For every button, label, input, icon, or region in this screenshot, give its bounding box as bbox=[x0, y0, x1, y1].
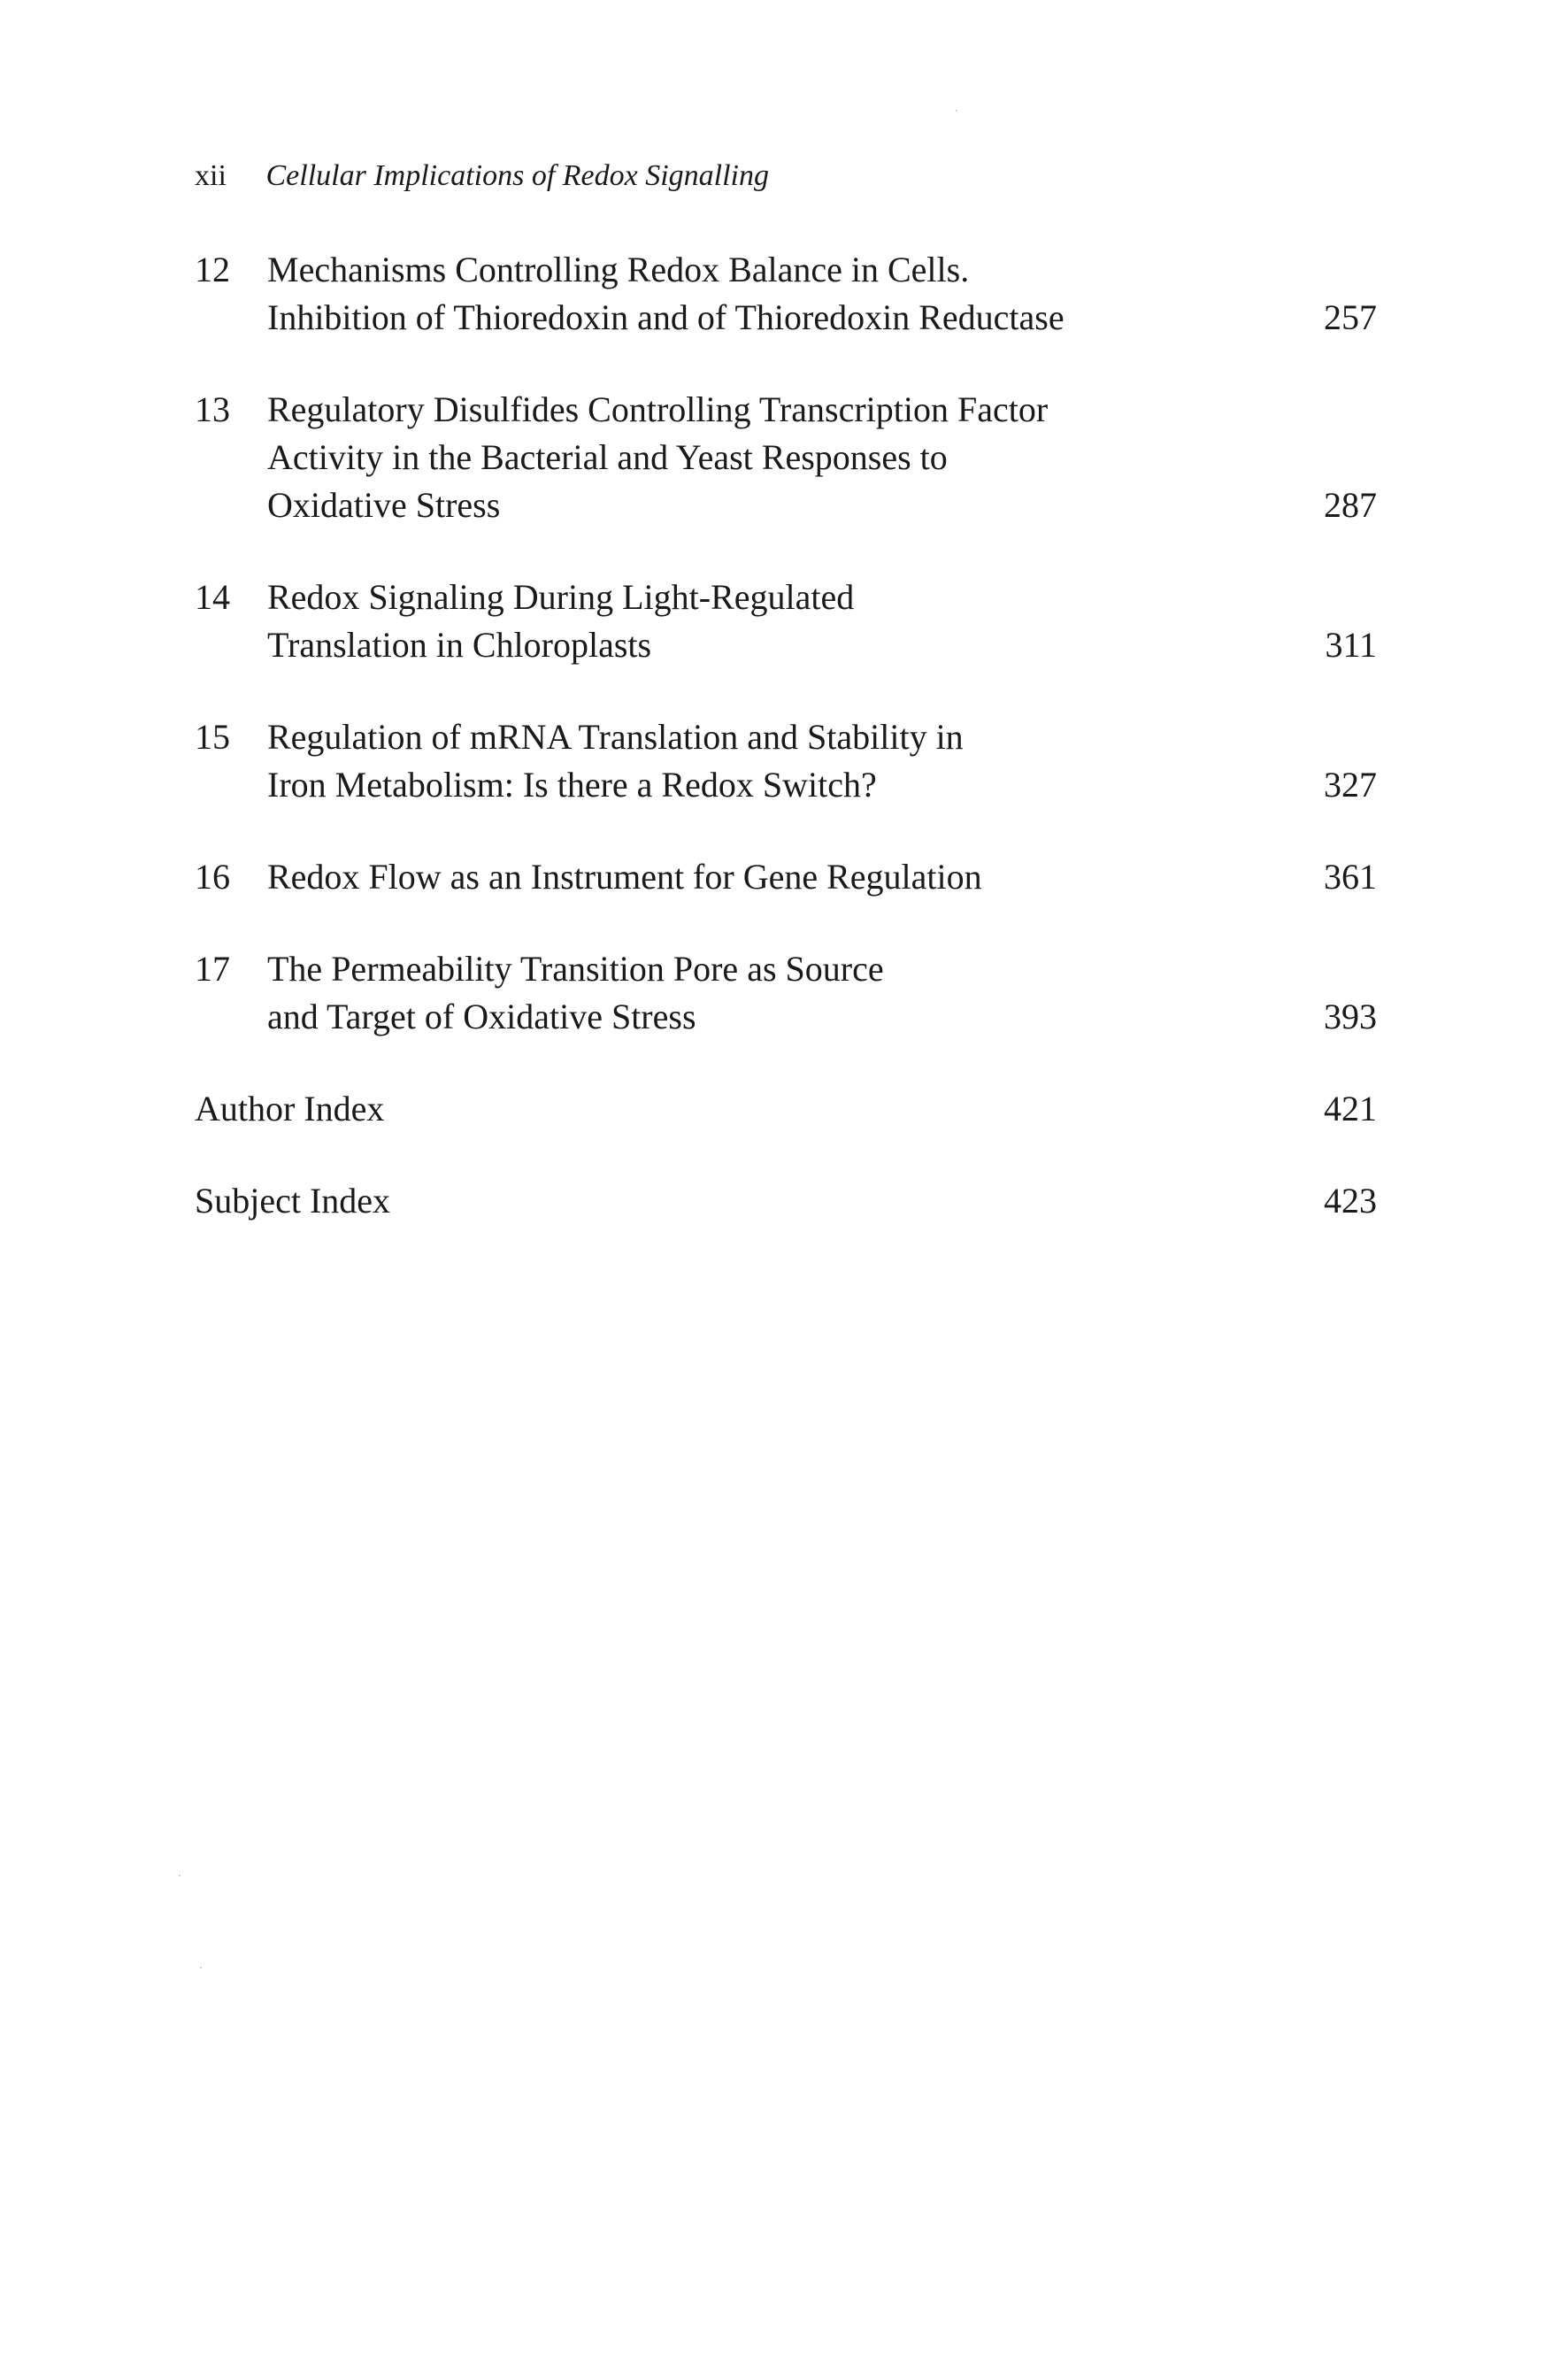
index-label: Subject Index bbox=[195, 1181, 391, 1221]
chapter-title-line: Inhibition of Thioredoxin and of Thioredoxin Reductase bbox=[267, 297, 1065, 337]
toc-entry-12[interactable] bbox=[195, 246, 1377, 342]
chapter-title-line: Regulatory Disulfides Controlling Transcription Factor bbox=[267, 389, 1049, 429]
scan-speck bbox=[956, 110, 957, 112]
page-number: 257 bbox=[1324, 297, 1377, 337]
toc-entry-subject-index[interactable] bbox=[195, 1177, 1377, 1225]
chapter-title bbox=[267, 853, 1244, 901]
folio: xii bbox=[195, 159, 227, 192]
chapter-number: 16 bbox=[195, 857, 230, 897]
chapter-title-line: Redox Flow as an Instrument for Gene Regulation bbox=[267, 857, 982, 897]
chapter-number: 14 bbox=[195, 577, 230, 617]
chapter-number: 15 bbox=[195, 717, 230, 757]
toc-entry-16[interactable] bbox=[195, 853, 1377, 901]
chapter-title-line: Mechanisms Controlling Redox Balance in Cells. bbox=[267, 250, 970, 289]
page-number: 361 bbox=[1324, 857, 1377, 897]
page-number: 423 bbox=[1324, 1181, 1377, 1221]
toc-entry-13[interactable] bbox=[195, 386, 1377, 529]
chapter-title-line: Iron Metabolism: Is there a Redox Switch? bbox=[267, 765, 877, 805]
toc-entry-15[interactable] bbox=[195, 713, 1377, 809]
toc-entry-14[interactable] bbox=[195, 574, 1377, 669]
index-title bbox=[195, 1177, 1244, 1225]
table-of-contents bbox=[195, 246, 1377, 1269]
chapter-title bbox=[267, 574, 1244, 669]
chapter-title bbox=[267, 386, 1244, 529]
book-title: Cellular Implications of Redox Signalling bbox=[265, 159, 770, 192]
toc-entry-author-index[interactable] bbox=[195, 1085, 1377, 1133]
running-head bbox=[195, 156, 769, 196]
chapter-number: 12 bbox=[195, 250, 230, 289]
page-number: 421 bbox=[1324, 1089, 1377, 1128]
chapter-title-line: Activity in the Bacterial and Yeast Responses to bbox=[267, 437, 948, 477]
chapter-title bbox=[267, 713, 1244, 809]
chapter-title-line: The Permeability Transition Pore as Source bbox=[267, 949, 884, 989]
page-number: 287 bbox=[1324, 485, 1377, 525]
page-number: 393 bbox=[1324, 997, 1377, 1036]
page-number: 327 bbox=[1324, 765, 1377, 805]
chapter-number: 17 bbox=[195, 949, 230, 989]
chapter-title bbox=[267, 246, 1244, 342]
chapter-title bbox=[267, 945, 1244, 1041]
chapter-title-line: Redox Signaling During Light-Regulated bbox=[267, 577, 855, 617]
chapter-number: 13 bbox=[195, 389, 230, 429]
chapter-title-line: Translation in Chloroplasts bbox=[267, 625, 652, 665]
index-title bbox=[195, 1085, 1244, 1133]
index-label: Author Index bbox=[195, 1089, 385, 1128]
scan-speck bbox=[179, 1875, 181, 1876]
toc-entry-17[interactable] bbox=[195, 945, 1377, 1041]
scan-speck bbox=[200, 1967, 202, 1968]
chapter-title-line: Regulation of mRNA Translation and Stability in bbox=[267, 717, 964, 757]
chapter-title-line: Oxidative Stress bbox=[267, 485, 501, 525]
chapter-title-line: and Target of Oxidative Stress bbox=[267, 997, 696, 1036]
page-number: 311 bbox=[1325, 625, 1377, 665]
